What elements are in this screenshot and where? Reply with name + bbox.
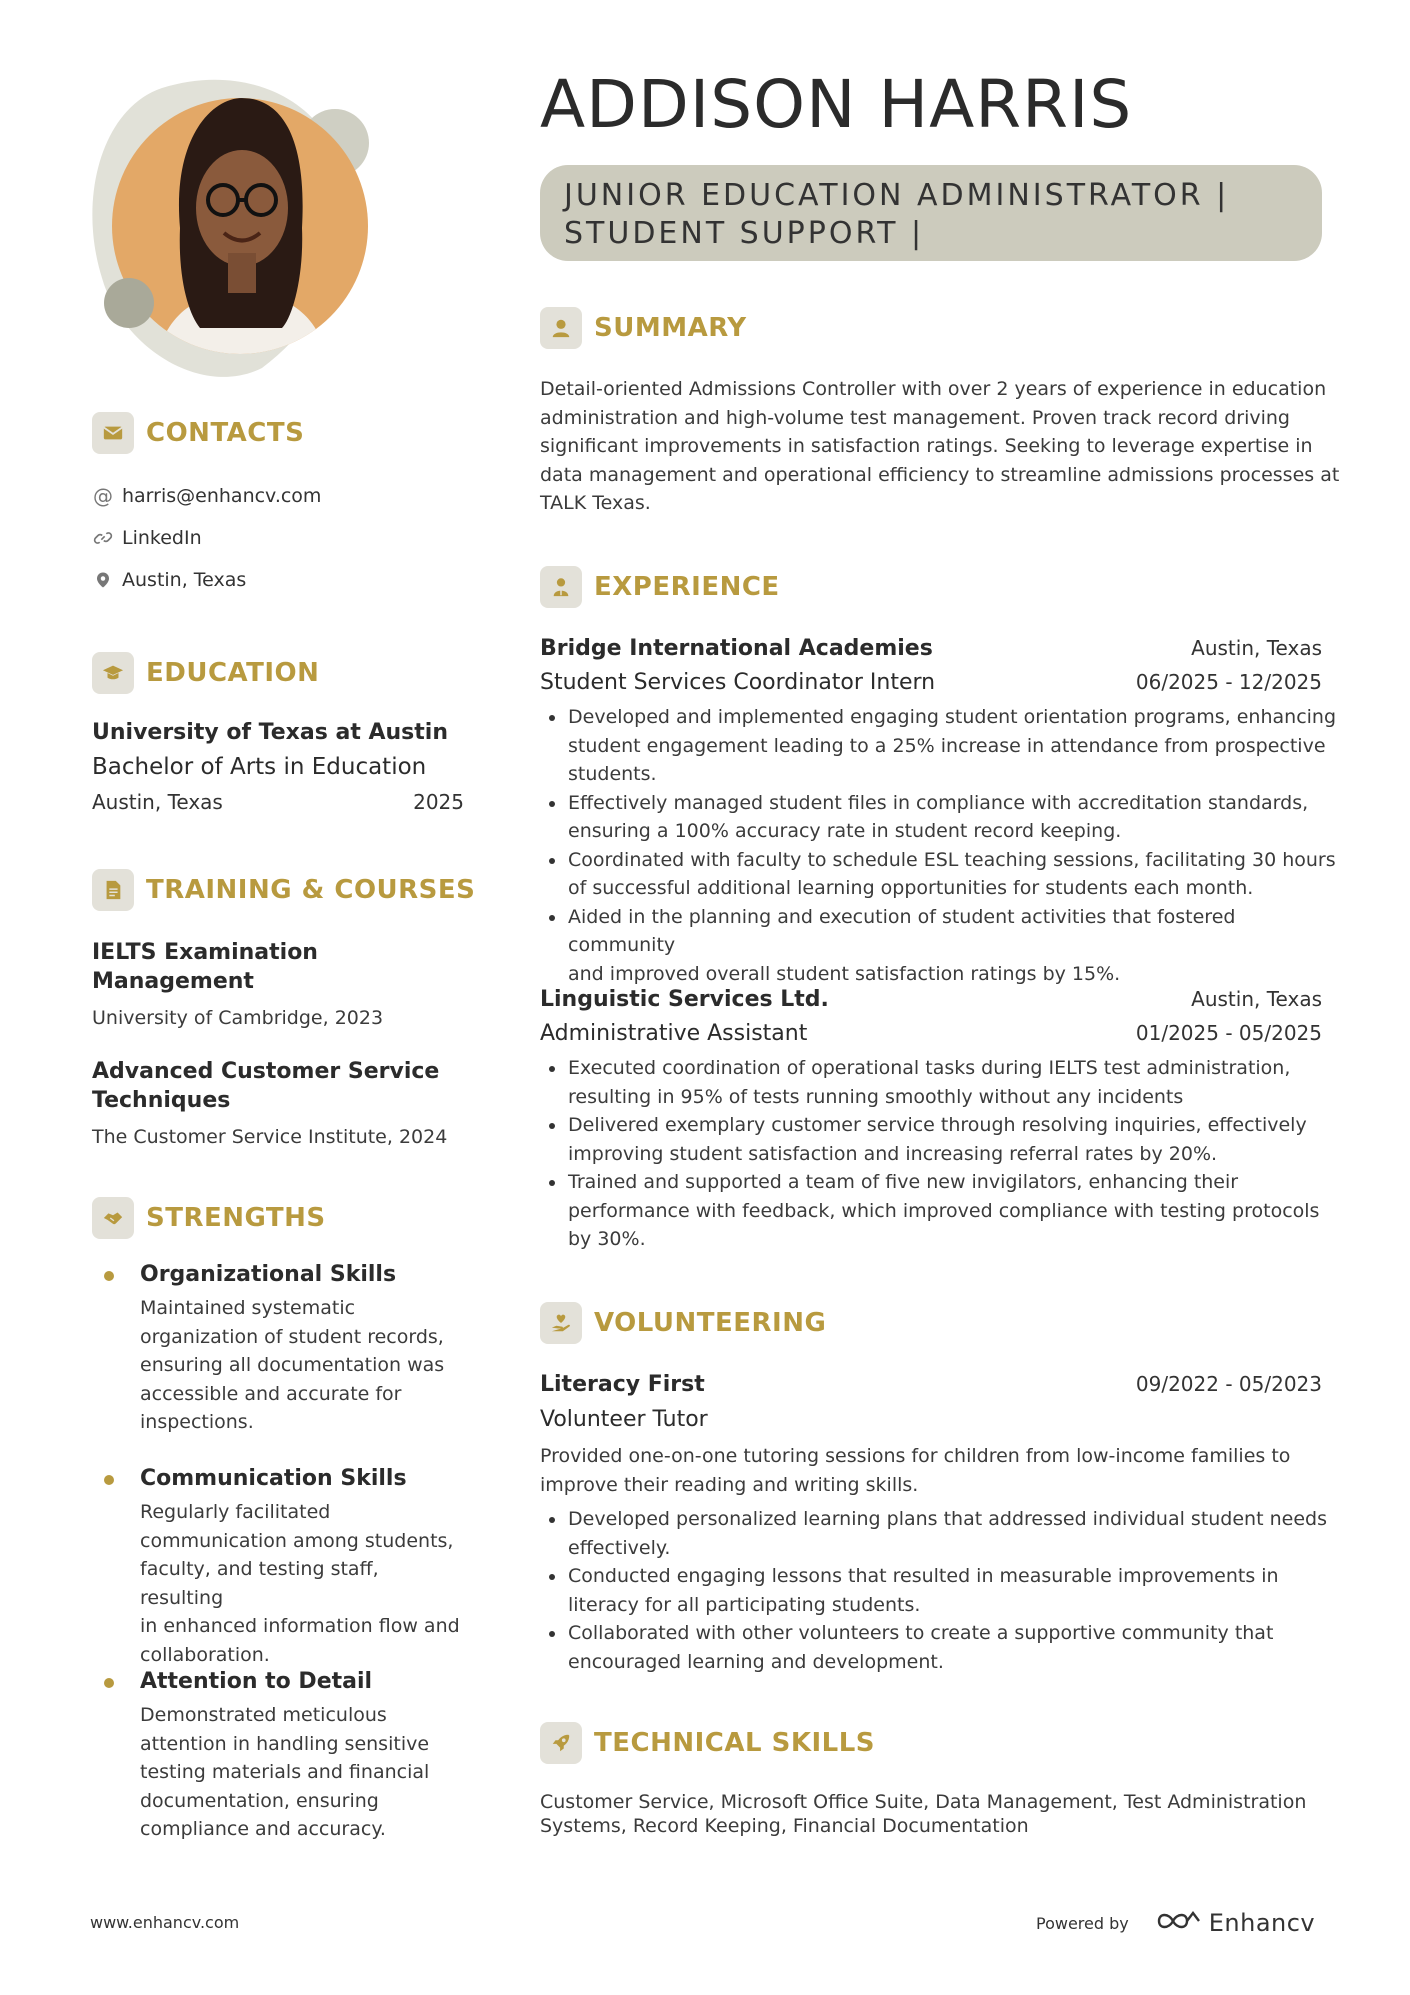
enhancv-logo-icon [1155, 1908, 1201, 1938]
text-line: significant improvements in satisfaction ratings. Seeking to leverage expertise in [540, 435, 1313, 457]
text-line: organization of student records, [140, 1325, 444, 1348]
job-subheader [540, 1021, 1322, 1046]
bullet-item [568, 903, 1348, 989]
volunteer-bullets [540, 1505, 1348, 1676]
training-title-line: Techniques [92, 1088, 231, 1113]
job-location: Austin, Texas [1191, 987, 1322, 1011]
text-line: attention in handling sensitive [140, 1732, 430, 1755]
handshake-icon [92, 1197, 134, 1239]
job-company: Bridge International Academies [540, 636, 933, 661]
text-line: by 30%. [568, 1228, 646, 1250]
document-icon [92, 869, 134, 911]
text-line: Aided in the planning and execution of student activities that fostered community [568, 905, 1236, 956]
candidate-name: ADDISON HARRIS [540, 66, 1133, 143]
text-line: Maintained systematic [140, 1297, 356, 1319]
text-line: literacy for all participating students. [568, 1593, 921, 1616]
strength-title: Attention to Detail [140, 1669, 373, 1694]
text-line: communication among students, [140, 1529, 454, 1552]
text-line: Customer Service, Microsoft Office Suite, Data Management, Test Administration [540, 1791, 1307, 1813]
text-line: administration and high-volume test management. Proven track record driving [540, 406, 1290, 429]
strength-description [140, 1498, 460, 1669]
text-line: accessible and accurate for [140, 1382, 402, 1405]
summary-heading: SUMMARY [594, 313, 747, 343]
education-year: 2025 [413, 790, 464, 814]
bullet-item [568, 846, 1348, 903]
text-line: Effectively managed student files in compliance with accreditation standards, [568, 791, 1309, 814]
strength-title: Organizational Skills [140, 1262, 397, 1287]
bullet-item [568, 1562, 1348, 1619]
text-line: ensuring a 100% accuracy rate in student record keeping. [568, 820, 1122, 842]
summary-section-header [540, 307, 747, 349]
volunteer-dates: 09/2022 - 05/2023 [1135, 1372, 1322, 1396]
education-location: Austin, Texas [92, 790, 223, 814]
text-line: Provided one-on-one tutoring sessions for children from low-income families to [540, 1445, 1291, 1467]
bullet-dot [104, 1271, 114, 1281]
text-line: faculty, and testing staff, resulting [140, 1558, 379, 1609]
text-line: Delivered exemplary customer service through resolving inquiries, effectively [568, 1114, 1307, 1136]
text-line: Detail-oriented Admissions Controller with over 2 years of experience in education [540, 378, 1327, 400]
text-line: Regularly facilitated [140, 1501, 331, 1523]
bullet-item [568, 1111, 1348, 1168]
training-item-title [92, 1057, 439, 1115]
text-line: improving student satisfaction and increasing referral rates by 20%. [568, 1142, 1218, 1165]
job-bullets [540, 703, 1348, 988]
bullet-item [568, 1054, 1348, 1111]
text-line: encouraged learning and development. [568, 1650, 944, 1673]
volunteer-description [540, 1442, 1290, 1499]
technical-skills-list [540, 1790, 1306, 1838]
text-line: performance with feedback, which improved compliance with testing protocols [568, 1199, 1320, 1222]
text-line: effectively. [568, 1536, 671, 1559]
summary-text [540, 375, 1339, 518]
volunteer-role: Volunteer Tutor [540, 1407, 708, 1432]
training-item-org: The Customer Service Institute, 2024 [92, 1126, 448, 1148]
at-icon: @ [93, 484, 113, 508]
text-line: data management and operational efficiency to streamline admissions processes at [540, 463, 1340, 486]
job-header [540, 636, 1322, 661]
text-line: documentation, ensuring [140, 1789, 379, 1812]
volunteer-org: Literacy First [540, 1372, 705, 1397]
training-item-org: University of Cambridge, 2023 [92, 1007, 384, 1029]
strengths-section-header [92, 1197, 326, 1239]
text-line: collaboration. [140, 1643, 270, 1666]
experience-heading: EXPERIENCE [594, 572, 780, 602]
strength-description [140, 1701, 460, 1844]
training-title-line: Advanced Customer Service [92, 1059, 440, 1084]
text-line: of successful additional learning opportunities for students each month. [568, 877, 1254, 899]
text-line: Executed coordination of operational tasks during IELTS test administration, [568, 1057, 1291, 1079]
bullet-item [568, 789, 1348, 846]
job-header [540, 987, 1322, 1012]
location-text: Austin, Texas [122, 569, 247, 591]
text-line: testing materials and financial [140, 1761, 430, 1783]
education-heading: EDUCATION [146, 658, 320, 688]
strength-description [140, 1294, 460, 1437]
training-section-header [92, 869, 475, 911]
job-location: Austin, Texas [1191, 636, 1322, 660]
volunteer-header [540, 1372, 1322, 1397]
text-line: resulting in 95% of tests running smoothly without any incidents [568, 1085, 1184, 1108]
training-item-title [92, 938, 318, 996]
job-title-banner [540, 165, 1322, 261]
powered-by-text: Powered by [1036, 1913, 1129, 1933]
bullet-item [568, 703, 1348, 789]
text-line: Developed personalized learning plans that addressed individual student needs [568, 1508, 1327, 1530]
technical-skills-section-header [540, 1722, 875, 1764]
job-title-line-1: JUNIOR EDUCATION ADMINISTRATOR | [564, 178, 1230, 213]
map-pin-icon [92, 569, 114, 591]
text-line: compliance and accuracy. [140, 1818, 386, 1840]
education-meta [92, 790, 464, 814]
contacts-section-header [92, 412, 304, 454]
experience-section-header [540, 566, 780, 608]
contact-linkedin[interactable] [92, 527, 202, 549]
contact-location [92, 569, 246, 591]
job-subheader [540, 670, 1322, 695]
text-line: Collaborated with other volunteers to create a supportive community that [568, 1622, 1274, 1644]
volunteering-heading: VOLUNTEERING [594, 1308, 827, 1338]
text-line: TALK Texas. [540, 492, 651, 514]
text-line: Systems, Record Keeping, Financial Documentation [540, 1815, 1029, 1837]
bullet-dot [104, 1475, 114, 1485]
job-title-line-2: STUDENT SUPPORT | [564, 216, 925, 251]
profile-photo [92, 78, 402, 378]
technical-skills-heading: TECHNICAL SKILLS [594, 1728, 875, 1758]
heart-hand-icon [540, 1302, 582, 1344]
text-line: Conducted engaging lessons that resulted in measurable improvements in [568, 1565, 1279, 1587]
text-line: ensuring all documentation was [140, 1354, 445, 1376]
text-line: Trained and supported a team of five new invigilators, enhancing their [568, 1171, 1239, 1193]
text-line: inspections. [140, 1411, 254, 1433]
education-section-header [92, 652, 319, 694]
text-line: and improved overall student satisfaction ratings by 15%. [568, 962, 1121, 985]
training-title-line: IELTS Examination [92, 940, 318, 965]
text-line: improve their reading and writing skills. [540, 1473, 919, 1496]
job-role: Student Services Coordinator Intern [540, 670, 936, 695]
strength-title: Communication Skills [140, 1466, 407, 1491]
education-school: University of Texas at Austin [92, 720, 448, 745]
envelope-icon [92, 412, 134, 454]
email-text: harris@enhancv.com [122, 485, 322, 507]
text-line: student engagement leading to a 25% increase in attendance from prospective [568, 734, 1326, 757]
text-line: students. [568, 763, 657, 785]
rocket-icon [540, 1722, 582, 1764]
strengths-heading: STRENGTHS [146, 1203, 326, 1233]
job-dates: 01/2025 - 05/2025 [1135, 1021, 1322, 1045]
enhancv-logo-text: Enhancv [1208, 1909, 1316, 1937]
education-degree: Bachelor of Arts in Education [92, 754, 427, 780]
text-line: Coordinated with faculty to schedule ESL teaching sessions, facilitating 30 hours [568, 848, 1336, 871]
job-company: Linguistic Services Ltd. [540, 987, 829, 1012]
text-line: in enhanced information flow and [140, 1615, 460, 1637]
contacts-heading: CONTACTS [146, 418, 305, 448]
person-badge-icon [540, 566, 582, 608]
user-icon [540, 307, 582, 349]
job-role: Administrative Assistant [540, 1021, 808, 1046]
text-line: Developed and implemented engaging student orientation programs, enhancing [568, 706, 1337, 728]
volunteering-section-header [540, 1302, 826, 1344]
bullet-item [568, 1505, 1348, 1562]
bullet-item [568, 1168, 1348, 1254]
bullet-dot [104, 1678, 114, 1688]
link-icon [92, 527, 114, 549]
graduation-cap-icon [92, 652, 134, 694]
training-title-line: Management [92, 969, 254, 994]
footer-website[interactable]: www.enhancv.com [90, 1913, 240, 1932]
footer-branding [1036, 1908, 1315, 1938]
contact-email[interactable] [92, 485, 321, 507]
text-line: Demonstrated meticulous [140, 1704, 387, 1726]
job-dates: 06/2025 - 12/2025 [1135, 670, 1322, 694]
linkedin-text: LinkedIn [122, 527, 202, 549]
job-bullets [540, 1054, 1348, 1254]
training-heading: TRAINING & COURSES [146, 875, 476, 905]
bullet-item [568, 1619, 1348, 1676]
